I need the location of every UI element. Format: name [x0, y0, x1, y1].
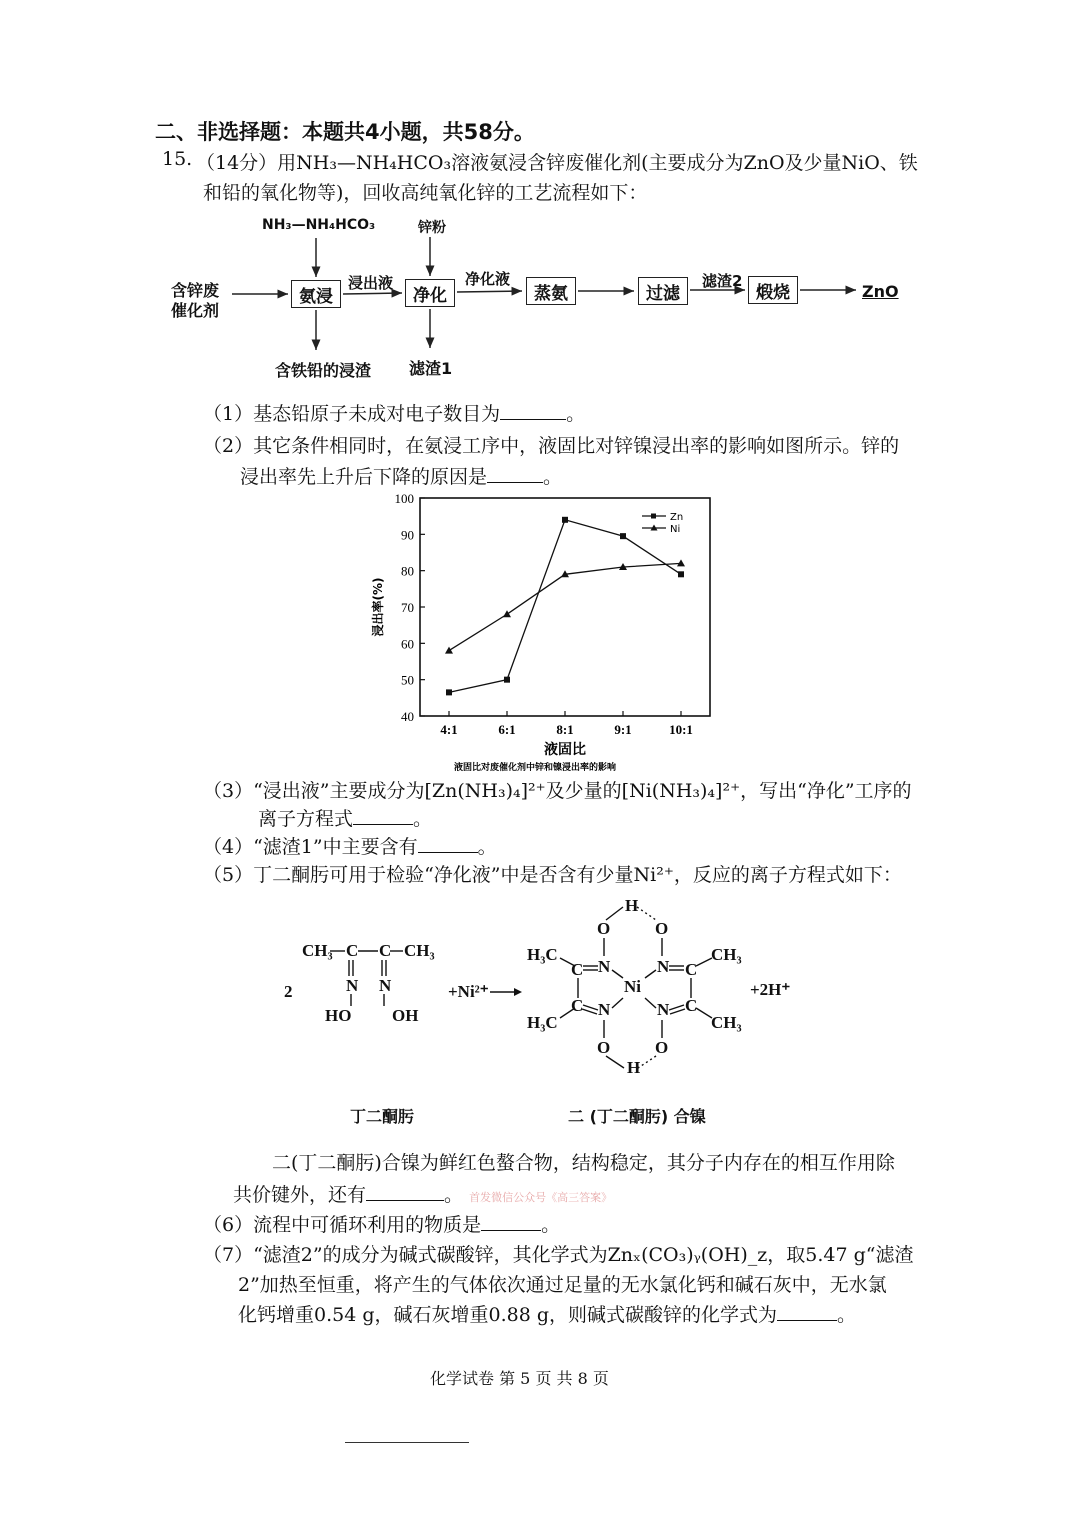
y-tick-label: 100 [394, 491, 414, 506]
x-tick-label: 10:1 [669, 722, 693, 737]
x-tick-label: 6:1 [498, 722, 516, 737]
q7-line2: 2”加热至恒重，将产生的气体依次通过足量的无水氯化钙和碱石灰中，无水氯 [238, 1274, 887, 1296]
data-point-zn [562, 517, 568, 523]
legend-marker-zn [651, 514, 656, 519]
q7-prompt: 化钙增重0.54 g，碱石灰增重0.88 g，则碱式碳酸锌的化学式为 [238, 1304, 778, 1326]
complex-c-top-left: C [571, 960, 584, 979]
right-compound-name: 二 (丁二酮肟) 合镍 [568, 1107, 706, 1126]
reaction-plus-h: +2H⁺ [750, 980, 791, 999]
q2-prompt: 浸出率先上升后下降的原因是 [240, 466, 488, 488]
q4-prompt: （4）“滤渣1”中主要含有 [203, 836, 418, 858]
x-axis-label: 液固比 [544, 742, 586, 758]
complex-h-top: H [625, 896, 639, 915]
q5-line: （5）丁二酮肟可用于检验“净化液”中是否含有少量Ni²⁺，反应的离子方程式如下： [203, 864, 902, 886]
dmg-ch3-right: CH₃ [404, 941, 435, 960]
complex-bonds [520, 890, 760, 1080]
complex-o-top-right: O [655, 919, 669, 938]
data-point-zn [446, 689, 452, 695]
flow-product: ZnO [862, 282, 899, 301]
complex-ch3-top: CH₃ [711, 945, 742, 964]
q7-answer-blank[interactable] [777, 1302, 837, 1321]
q1-period: 。 [566, 403, 586, 425]
flow-step-filter: 过滤 [638, 277, 688, 305]
chart-caption: 液固比对废催化剂中锌和镍浸出率的影响 [453, 763, 617, 773]
dmg-n-left: N [346, 976, 359, 995]
complex-h-bottom: H [627, 1058, 641, 1077]
question-number: 15. [162, 148, 193, 170]
data-point-zn [678, 571, 684, 577]
q2-line1: （2）其它条件相同时，在氨浸工序中，液固比对锌镍浸出率的影响如图所示。锌的 [203, 435, 900, 457]
q4-period: 。 [477, 836, 497, 858]
y-tick-label: 60 [401, 636, 414, 652]
q7-period: 。 [837, 1304, 857, 1326]
reaction-arrow [488, 984, 524, 1000]
q6-period: 。 [541, 1214, 561, 1236]
flow-step-distill-ammonia: 蒸氨 [526, 277, 576, 305]
flow-step-ammonia-leach: 氨浸 [291, 280, 341, 308]
flow-stream-purified: 净化液 [465, 270, 511, 288]
reaction-plus-ni: +Ni²⁺ [448, 982, 489, 1001]
complex-n-bottom-left: N [598, 1000, 611, 1019]
q7-line3 [238, 1300, 856, 1327]
complex-o-top-left: O [597, 919, 611, 938]
complex-n-top-right: N [657, 957, 670, 976]
dmg-oh: OH [392, 1006, 419, 1025]
q1-text [203, 399, 585, 426]
q6-text [203, 1210, 560, 1237]
question-intro-line2: 和铅的氧化物等)，回收高纯氧化锌的工艺流程如下： [203, 182, 648, 204]
flow-step-purify: 净化 [405, 279, 455, 307]
complex-o-bottom-left: O [597, 1038, 611, 1057]
flow-input-line2: 催化剂 [171, 301, 220, 320]
complex-ch3-bottom: CH₃ [711, 1013, 742, 1032]
dmg-ho: HO [325, 1006, 352, 1025]
q5-text-line1: 二(丁二酮肟)合镍为鲜红色螯合物，结构稳定，其分子内存在的相互作用除 [272, 1152, 895, 1174]
q5-prompt: 共价键外，还有 [233, 1184, 367, 1206]
reaction-coefficient: 2 [284, 982, 293, 1001]
flow-stream-leachate: 浸出液 [348, 274, 394, 292]
q6-answer-blank[interactable] [481, 1212, 541, 1231]
complex-o-bottom-right: O [655, 1038, 669, 1057]
q5-text-line2 [233, 1180, 612, 1207]
left-compound-name: 丁二酮肟 [350, 1107, 415, 1126]
y-tick-label: 70 [401, 600, 414, 615]
dmg-ch3-left: CH₃ [302, 941, 333, 960]
flow-input-line1: 含锌废 [171, 281, 220, 300]
q2-line2 [240, 462, 562, 489]
complex-n-top-left: N [598, 957, 611, 976]
flow-step-calcine: 煅烧 [748, 276, 798, 304]
page-footer: 化学试卷 第 5 页 共 8 页 [430, 1369, 609, 1388]
legend-label-zn: Zn [670, 512, 684, 523]
dmg-bonds [290, 930, 450, 1020]
q3-prompt: 离子方程式 [258, 808, 354, 830]
dmg-n-right: N [379, 976, 392, 995]
flow-residue-1: 滤渣1 [409, 359, 453, 378]
data-point-zn [504, 677, 510, 683]
q3-answer-blank[interactable] [353, 806, 413, 825]
q5-answer-blank[interactable] [366, 1182, 444, 1201]
y-axis-label: 浸出率(%) [371, 577, 385, 637]
q3-period: 。 [413, 808, 433, 830]
y-tick-label: 50 [401, 672, 414, 688]
data-point-ni [503, 610, 511, 617]
complex-c-bottom-left: C [571, 996, 584, 1015]
data-point-ni [445, 647, 453, 654]
data-point-ni [677, 559, 685, 566]
series-line-zn [449, 520, 681, 693]
x-tick-label: 4:1 [440, 722, 458, 737]
complex-c-top-right: C [685, 960, 698, 979]
q4-text [203, 832, 497, 859]
y-tick-label: 90 [401, 527, 414, 543]
complex-c-bottom-right: C [685, 996, 698, 1015]
complex-ni: Ni [624, 977, 641, 996]
footer-rule [345, 1442, 469, 1443]
question-intro-line1: （14分）用NH₃—NH₄HCO₃溶液氨浸含锌废催化剂(主要成分为ZnO及少量NiO、铁 [196, 152, 918, 174]
flow-stream-residue2: 滤渣2 [702, 272, 743, 290]
q1-answer-blank[interactable] [500, 401, 566, 420]
section-title: 二、非选择题：本题共4小题，共58分。 [155, 120, 535, 144]
q4-answer-blank[interactable] [418, 834, 478, 853]
watermark: 首发微信公众号《高三答案》 [469, 1191, 613, 1204]
chart-frame [420, 498, 710, 716]
q2-period: 。 [543, 466, 563, 488]
legend-label-ni: Ni [670, 524, 681, 535]
y-tick-label: 80 [401, 563, 414, 579]
q3-line2 [258, 804, 432, 831]
q6-prompt: （6）流程中可循环利用的物质是 [203, 1214, 482, 1236]
flow-reagent-1: NH₃—NH₄HCO₃ [262, 217, 376, 233]
complex-h3c-top: H₃C [527, 945, 558, 964]
y-tick-label: 40 [401, 709, 414, 724]
q3-line1: （3）“浸出液”主要成分为[Zn(NH₃)₄]²⁺及少量的[Ni(NH₃)₄]²⁺，写出“净化”工序的 [203, 780, 912, 802]
flow-residue-iron-lead: 含铁铅的浸渣 [275, 361, 372, 380]
leach-rate-chart [360, 488, 720, 778]
flow-arrows [0, 0, 1080, 400]
dmg-c-left: C [346, 941, 359, 960]
q7-line1: （7）“滤渣2”的成分为碱式碳酸锌，其化学式为Znₓ(CO₃)ᵧ(OH)_z，取5.47 g“滤渣 [203, 1244, 914, 1266]
complex-n-bottom-right: N [657, 1000, 670, 1019]
q1-prompt: （1）基态铅原子未成对电子数目为 [203, 403, 501, 425]
x-tick-label: 9:1 [614, 722, 632, 737]
q5-period: 。 [444, 1184, 464, 1206]
x-tick-label: 8:1 [556, 722, 574, 737]
q2-answer-blank[interactable] [487, 464, 543, 483]
dmg-c-right: C [379, 941, 392, 960]
complex-h3c-bottom: H₃C [527, 1013, 558, 1032]
flow-reagent-2: 锌粉 [418, 220, 446, 236]
data-point-zn [620, 533, 626, 539]
